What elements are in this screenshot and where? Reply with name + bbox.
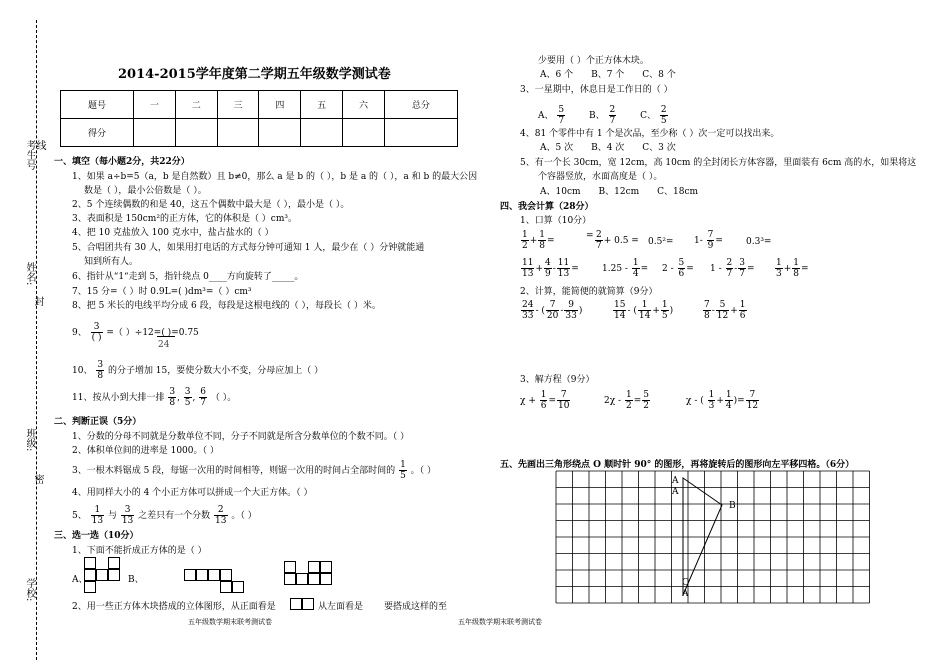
fraction (91, 505, 104, 526)
operator: - (560, 306, 564, 316)
denominator: 13 (215, 516, 227, 526)
fraction (595, 230, 603, 251)
label-exam-no: 考生号 (24, 140, 35, 170)
numerator: 3 (184, 387, 191, 397)
score-header-row (61, 91, 458, 119)
s2-q3-end: 。（ ） (410, 466, 437, 476)
numerator: 1 (638, 300, 651, 311)
s3-opt-a: A、 (72, 575, 88, 585)
q11-pre: 11、按从小到大排一排 (72, 393, 165, 403)
fraction (707, 230, 715, 251)
s2-q2: 2、体积单位间的进率是 1000。（ ） (72, 446, 219, 456)
operator: + (730, 306, 738, 316)
numerator: 3 (97, 360, 104, 370)
numerator: 3 (121, 505, 134, 516)
q9-end: =0.75 (171, 328, 199, 338)
numerator: 3 (91, 322, 103, 333)
s1-q9 (72, 322, 199, 343)
operator: + (529, 236, 538, 246)
numerator: 2 (596, 230, 602, 240)
denominator: 2 (625, 401, 632, 411)
oral-expr-9 (710, 258, 755, 279)
numerator: 1 (522, 230, 528, 240)
q11-end: （ ）。 (210, 393, 237, 403)
operator: + (783, 264, 792, 274)
fraction (638, 300, 651, 321)
expr-prefix: 1.25 - (602, 264, 628, 274)
numerator: 7 (704, 300, 710, 310)
s3-q5b: 个容器竖放，水面高度是（ ）。 (538, 172, 663, 182)
eq-prefix: 2χ - (604, 396, 622, 406)
operator: - ( (627, 306, 637, 316)
s1-q8: 8、把 5 米长的电线平均分成 6 段，每段是这根电线的（ ），每段长（ ）米。 (72, 301, 381, 311)
equals: = (801, 264, 809, 274)
operator: - (552, 264, 556, 274)
fraction (716, 300, 729, 321)
fraction (544, 258, 552, 279)
denominator: 6 (540, 401, 547, 411)
expr-prefix: 2 - (662, 264, 674, 274)
numerator: 5 (558, 105, 565, 115)
fraction (184, 387, 192, 408)
q10-pre: 10、 (72, 366, 93, 376)
operator: - (734, 264, 738, 274)
denominator: 7 (558, 116, 565, 126)
denominator: 5 (184, 398, 191, 408)
eq-close: )= (733, 396, 745, 406)
numerator: 2 (214, 505, 227, 516)
header-cell: 四 (259, 91, 301, 119)
fraction (557, 390, 570, 411)
equation-3 (686, 390, 760, 411)
s2-q5-end: 。（ ） (231, 511, 257, 521)
fraction (199, 387, 207, 408)
oral-expr-2b (594, 230, 639, 251)
fraction (661, 300, 669, 321)
score-cell[interactable] (301, 119, 343, 147)
header-cell: 五 (301, 91, 343, 119)
point-o-label: O (682, 578, 690, 588)
fraction (121, 505, 134, 526)
denominator: 33 (565, 311, 577, 321)
s3-q5-options: A、10cm B、12cm C、18cm (540, 187, 699, 197)
s3-q4-options: A、5 次 B、4 次 C、3 次 (540, 143, 676, 153)
denominator: 12 (746, 401, 759, 411)
equals: = (548, 396, 557, 406)
point-b-label: B (729, 501, 736, 511)
oral-expr-8 (662, 258, 694, 279)
oral-expr-6 (520, 258, 579, 279)
fraction (726, 258, 734, 279)
s2-q5-mid2: 之差只有一个分数 (138, 511, 211, 521)
fraction (168, 387, 176, 408)
row-label: 得分 (61, 119, 134, 147)
numerator: 1 (661, 300, 668, 310)
label-class: 班级: (24, 428, 35, 452)
fraction (521, 258, 534, 279)
fraction (538, 230, 546, 251)
denominator: 7 (200, 398, 206, 408)
s3-q3: 3、一星期中，休息日是工作日的（ ） (520, 85, 673, 95)
numerator: 11 (557, 258, 570, 268)
s1-q5: 5、合唱团共有 30 人，如果用打电话的方式每分钟可通知 1 人，最少在（ ）分钟就能通 (72, 243, 425, 253)
fraction (703, 300, 711, 321)
denominator: 8 (539, 241, 546, 251)
s2-q4: 4、用同样大小的 4 个小正方体可以拼成一个大正方体。（ ） (72, 488, 313, 498)
s1-q1: 1、如果 a÷b=5（a，b 是自然数）且 b≠0，那么 a 是 b 的（ ），b 是 a 的（ ），a 和 b 的最大公因 (72, 172, 478, 182)
numerator: 1 (725, 390, 732, 400)
s1-q7: 7、15 分=（ ）时 0.9L=( )dm³=（ ）cm³ (72, 287, 252, 297)
binding-line (36, 20, 37, 660)
fraction (792, 258, 800, 279)
operator: + (652, 306, 660, 316)
denominator: 7 (609, 116, 616, 126)
point-a-label-3: A (682, 589, 689, 599)
equals: = (686, 264, 694, 274)
numerator: 1 (739, 300, 746, 310)
s2-q5-pre: 5、 (72, 511, 87, 521)
denominator: 6 (678, 269, 685, 279)
expr-prefix: 1 - (710, 264, 722, 274)
denominator: 5 (661, 311, 668, 321)
denominator: 4 (632, 269, 639, 279)
s1-q6: 6、指针从“1“走到 5，指针绕点 0____方向旋转了_____。 (72, 272, 304, 282)
equation-2 (604, 390, 651, 411)
s4-oral-heading: 1、口算（10分） (520, 216, 592, 226)
s2-q5-mid: 与 (107, 511, 117, 521)
section1-heading: 一、填空（每小题2分，共22分） (54, 157, 190, 167)
header-cell: 三 (217, 91, 259, 119)
s2-q3 (72, 460, 436, 481)
score-cell[interactable] (259, 119, 301, 147)
denominator: 8 (704, 311, 710, 321)
operator: - (711, 306, 715, 316)
denominator: 33 (522, 311, 534, 321)
fraction (725, 390, 733, 411)
denominator: 7 (596, 241, 602, 251)
denominator: 5 (660, 116, 667, 126)
calc-expr-1 (520, 300, 582, 321)
s1-q2: 2、5 个连续偶数的和是 40，这五个偶数中最大是（ ），最小是（ ）。 (72, 200, 350, 210)
close-paren: ) (578, 306, 583, 316)
fraction (739, 300, 747, 321)
equals: = (586, 231, 594, 241)
s1-q5b: 知到所有人。 (84, 257, 139, 267)
equals: = (747, 264, 755, 274)
numerator: 4 (545, 258, 551, 268)
fraction (613, 300, 626, 321)
numerator: 1 (91, 505, 104, 516)
denominator: 3 (708, 401, 715, 411)
rotation-grid (555, 470, 871, 604)
numerator: 24 (522, 300, 534, 310)
numerator: 7 (546, 300, 559, 311)
numerator: 7 (707, 230, 714, 240)
numerator: 6 (200, 387, 206, 397)
denominator: 14 (614, 311, 626, 321)
score-cell[interactable] (217, 119, 259, 147)
fraction (546, 300, 559, 321)
section5-heading: 五、先画出三角形绕点 O 顺时针 90° 的图形，再将旋转后的图形向左平移四格。（6分） (500, 460, 855, 470)
numerator: 1 (632, 258, 639, 268)
s1-q4: 4、把 10 克盐放入 100 克水中，盐占盐水的（ ） (72, 228, 274, 238)
s3-q3-c: C、 (640, 111, 657, 121)
header-cell: 题号 (61, 91, 134, 119)
numerator: 3 (169, 387, 176, 397)
section3-heading: 三、选一选（10分） (54, 531, 139, 541)
fraction (96, 360, 104, 381)
denominator: 20 (546, 311, 559, 321)
fraction (564, 300, 577, 321)
s2-q1: 1、分数的分母不同就是分数单位不同，分子不同就是所含分数单位的个数不同。（ ） (72, 432, 410, 442)
denominator: 13 (121, 516, 134, 526)
s1-q1b: 数是（ ），最小公倍数是（ ）。 (84, 186, 207, 196)
s1-q3: 3、表面积是 150cm²的正方体，它的体积是（ ）cm³。 (72, 214, 297, 224)
fraction (91, 322, 103, 343)
fraction (214, 505, 227, 526)
denominator: 13 (522, 269, 534, 279)
denominator: 8 (169, 398, 176, 408)
operator: + (535, 264, 543, 274)
calc-expr-2 (612, 300, 673, 321)
numerator: 11 (522, 258, 534, 268)
label-line: 线 (34, 140, 45, 150)
denominator: 14 (638, 311, 651, 321)
header-cell: 六 (343, 91, 385, 119)
equals: = (547, 236, 555, 246)
score-cell[interactable] (175, 119, 217, 147)
fraction (738, 258, 746, 279)
equals: = (633, 396, 642, 406)
label-school: 学校: (24, 578, 35, 602)
denominator: 13 (91, 516, 104, 526)
close-paren: ) (669, 306, 674, 316)
denominator: ( ) (91, 333, 102, 343)
s4-eq-heading: 3、解方程（9分） (520, 375, 595, 385)
numerator: 2 (609, 105, 616, 115)
denominator: 10 (558, 401, 570, 411)
equation-1 (520, 390, 571, 411)
s3-q2c: 要搭成这样的至 (384, 602, 448, 612)
eq-prefix: χ - ( (686, 396, 704, 406)
denominator: 9 (707, 241, 714, 251)
numerator: 1 (708, 390, 715, 400)
header-cell: 一 (134, 91, 176, 119)
q9-paren: ( ) (161, 328, 172, 338)
s3-opt-b: B、 (128, 575, 144, 585)
equals: = (571, 264, 579, 274)
section4-heading: 四、我会计算（28分） (500, 202, 594, 212)
numerator: 7 (746, 390, 759, 401)
eq-prefix: χ + (520, 396, 536, 406)
numerator: 1 (776, 258, 782, 268)
fraction (746, 390, 759, 411)
oral-expr-5: 0.3³= (746, 237, 772, 247)
denominator: 8 (97, 371, 104, 381)
numerator: 5 (678, 258, 685, 268)
denominator: 2 (522, 241, 528, 251)
fraction (632, 258, 640, 279)
label-secret: 密 (32, 474, 43, 484)
score-cell[interactable] (134, 119, 176, 147)
numerator: 3 (739, 258, 746, 268)
header-cell: 二 (175, 91, 217, 119)
s1-q11: 11、按从小到大排一排 $\frac{3}{8}$ , $\frac{3}{5}$ , $\frac{6}{7}$ （ ）。 (72, 387, 237, 408)
denominator: 8 (793, 269, 800, 279)
numerator: 1 (539, 230, 546, 240)
denominator: 5 (400, 471, 406, 481)
s3-q3-b: B、 (589, 111, 605, 121)
operator: + (716, 396, 724, 406)
fraction (609, 105, 617, 126)
numerator: 2 (660, 105, 667, 115)
q9-denominator: 24 (158, 340, 170, 350)
fraction (557, 105, 565, 126)
s1-q10 (72, 360, 323, 381)
s3-q2b: 从左面看是 (318, 602, 364, 612)
oral-expr-10 (774, 258, 809, 279)
oral-expr-1 (520, 230, 555, 251)
fraction (521, 300, 534, 321)
numerator: 7 (557, 390, 570, 401)
numerator: 15 (614, 300, 626, 310)
score-cell[interactable] (384, 119, 457, 147)
s3-q3-a: A、 (538, 111, 554, 121)
numerator: 1 (625, 390, 632, 400)
footer-right: 五年级数学期末联考测试卷 (458, 618, 542, 626)
fraction (678, 258, 686, 279)
s3-q4: 4、81 个零件中有 1 个是次品，至少称（ ）次一定可以找出来。 (520, 129, 780, 139)
denominator: 3 (776, 269, 782, 279)
s4-easy-heading: 2、计算，能简便的就简算（9分） (520, 287, 658, 297)
header-cell: 总分 (384, 91, 457, 119)
footer-left: 五年级数学期末联考测试卷 (188, 618, 272, 626)
operator: - ( (535, 306, 545, 316)
label-seal: 封 (32, 296, 43, 306)
oral-expr-7 (602, 258, 648, 279)
operator: + 0.5 = (603, 236, 639, 246)
s2-q3-pre: 3、一根木料锯成 5 段，每锯一次用的时间相等，则锯一次用的时间占全部时间的 (72, 466, 396, 476)
score-row (61, 119, 458, 147)
denominator: 13 (557, 269, 570, 279)
s3-q2: 2、用一些正方体木块搭成的立体图形，从正面看是 (72, 602, 276, 612)
numerator: 2 (726, 258, 733, 268)
section2-heading: 二、判断正误（5分） (54, 417, 142, 427)
numerator: 1 (400, 460, 406, 470)
fraction (625, 390, 633, 411)
equals: = (640, 264, 649, 274)
s2-q5 (72, 505, 257, 526)
denominator: 4 (725, 401, 732, 411)
calc-expr-3 (702, 300, 748, 321)
page-title: 2014-2015学年度第二学期五年级数学测试卷 (118, 67, 391, 82)
oral-expr-3: 0.5²= (648, 237, 674, 247)
fraction (708, 390, 716, 411)
denominator: 7 (726, 269, 733, 279)
numerator: 5 (716, 300, 729, 311)
expr-prefix: 1- (694, 236, 703, 246)
denominator: 7 (739, 269, 746, 279)
s3-q1: 1、下面不能折成正方体的是（ ） (72, 546, 207, 556)
q9-pre: 9、 (72, 328, 87, 338)
s3-q3-options (538, 105, 669, 126)
denominator: 12 (716, 311, 729, 321)
numerator: 1 (540, 390, 547, 400)
oral-expr-4 (694, 230, 723, 251)
fraction (775, 258, 783, 279)
s3-q2d: 少要用（ ）个正方体木块。 (538, 56, 649, 66)
denominator: 9 (545, 269, 551, 279)
s3-q2-options: A、6 个 B、7 个 C、8 个 (540, 70, 676, 80)
denominator: 2 (643, 401, 649, 411)
point-a-label-2: A (672, 487, 679, 497)
fraction (660, 105, 668, 126)
label-name: 姓名: (24, 262, 35, 286)
score-table (60, 90, 458, 147)
s3-q5: 5、有一个长 30cm，宽 12cm，高 10cm 的全封闭长方体容器，里面装有 6cm 高的水，如果将这 (520, 158, 917, 168)
fraction (540, 390, 548, 411)
numerator: 1 (793, 258, 800, 268)
denominator: 6 (739, 311, 746, 321)
fraction (521, 230, 529, 251)
numerator: 9 (564, 300, 577, 311)
numerator: 5 (643, 390, 649, 400)
point-a-label-1: A (672, 476, 679, 486)
fraction (557, 258, 570, 279)
q9-mid: =（ ）÷12= (106, 328, 162, 338)
fraction (642, 390, 650, 411)
equals: = (715, 236, 723, 246)
fraction (399, 460, 407, 481)
q10-text: 的分子增加 15，要使分数大小不变，分母应加上（ ） (107, 366, 324, 376)
score-cell[interactable] (343, 119, 385, 147)
